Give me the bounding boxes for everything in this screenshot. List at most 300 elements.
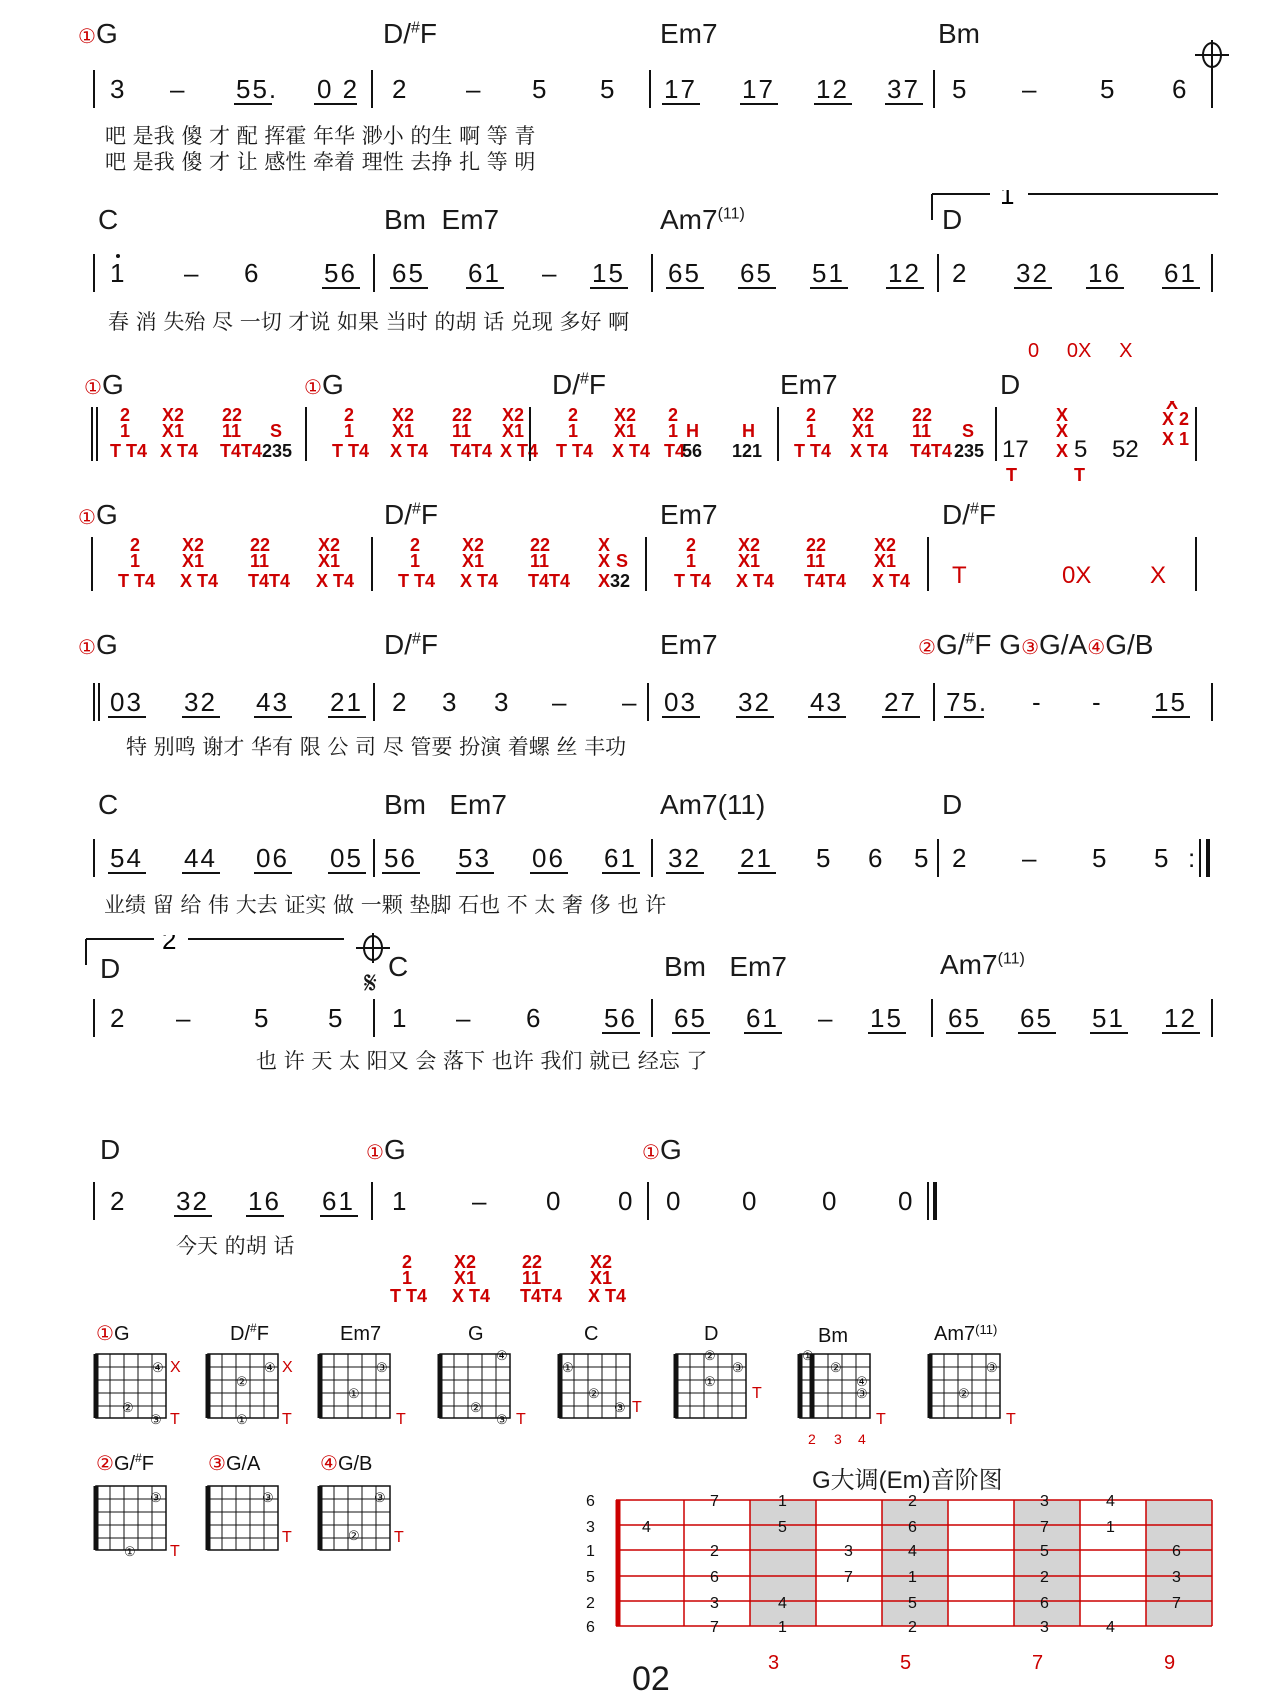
svg-text:05: 05	[330, 843, 363, 873]
svg-text:03: 03	[664, 687, 697, 717]
svg-text:③: ③	[614, 1400, 626, 1415]
page-number: 02	[632, 1660, 670, 1698]
svg-text:1: 1	[344, 421, 355, 441]
svg-text:5: 5	[952, 74, 969, 104]
svg-text:X T4: X T4	[588, 1286, 627, 1304]
svg-text:6: 6	[526, 1003, 543, 1033]
svg-text:6: 6	[868, 843, 885, 873]
chord: C	[388, 951, 409, 982]
svg-text:2: 2	[392, 687, 409, 717]
svg-text:0: 0	[666, 1186, 683, 1216]
svg-text:3: 3	[844, 1543, 853, 1560]
svg-text:X2: X2	[318, 535, 341, 555]
svg-text:5: 5	[908, 1595, 917, 1612]
lyric-line: 也 许 天 太 阳又 会 落下 也许 我们 就已 经忘 了	[256, 1049, 708, 1073]
svg-text:06: 06	[532, 843, 565, 873]
svg-text:0: 0	[742, 1186, 759, 1216]
svg-text:T: T	[1074, 465, 1085, 485]
svg-text:T: T	[632, 1399, 642, 1416]
svg-text:6: 6	[586, 1493, 595, 1510]
svg-text:1: 1	[778, 1619, 787, 1636]
svg-text:X: X	[598, 571, 611, 591]
svg-text:5: 5	[328, 1003, 345, 1033]
chord: D/#F	[384, 629, 439, 660]
svg-text:21: 21	[740, 843, 773, 873]
lyric-line: 春 消 失殆 尽 一切 才说 如果 当时 的胡 话 兑现 多好 啊	[108, 310, 630, 334]
svg-text:X: X	[1150, 562, 1167, 589]
svg-text:2: 2	[110, 1003, 127, 1033]
svg-text:–: –	[456, 1003, 473, 1033]
chord: D	[942, 789, 963, 820]
svg-text:T: T	[282, 1411, 292, 1428]
svg-text:T4T4: T4T4	[804, 571, 847, 591]
svg-text:7: 7	[844, 1569, 853, 1586]
svg-text:X1: X1	[162, 421, 185, 441]
svg-text:X 2: X 2	[1162, 409, 1190, 429]
svg-text:X2: X2	[874, 535, 897, 555]
fret-label: 3	[768, 1652, 780, 1674]
svg-text:–: –	[170, 74, 187, 104]
svg-text:H: H	[686, 421, 699, 441]
chord: Bm Em7	[384, 789, 507, 820]
svg-text:③: ③	[262, 1490, 274, 1505]
svg-text:X1: X1	[318, 551, 341, 571]
chord: Em7	[660, 18, 718, 49]
svg-text:4: 4	[1106, 1493, 1115, 1510]
tab-staff	[370, 1254, 670, 1304]
svg-text:X T4: X T4	[850, 441, 889, 461]
svg-text:4: 4	[778, 1595, 787, 1612]
fret-label: 5	[900, 1652, 912, 1674]
notation-line	[92, 681, 1242, 738]
svg-text:③: ③	[496, 1412, 508, 1427]
chord: ①G	[78, 629, 118, 660]
svg-text:12: 12	[888, 258, 921, 288]
system-6	[0, 785, 1280, 915]
svg-text:15: 15	[1154, 687, 1187, 717]
svg-text:③: ③	[374, 1490, 386, 1505]
scale-title: G大调(Em)音阶图	[812, 1467, 1003, 1494]
svg-text:1: 1	[1106, 1519, 1115, 1536]
svg-text:4: 4	[858, 1431, 866, 1447]
svg-text:43: 43	[810, 687, 843, 717]
svg-text:④: ④	[856, 1374, 868, 1389]
svg-text:2: 2	[402, 1254, 413, 1272]
svg-text:7: 7	[1040, 1519, 1049, 1536]
svg-text:1: 1	[392, 1003, 409, 1033]
svg-text:③: ③	[150, 1412, 162, 1427]
svg-text:T: T	[1006, 1411, 1016, 1428]
svg-text:11: 11	[250, 551, 270, 571]
svg-text:1: 1	[586, 1543, 595, 1560]
svg-text:X1: X1	[852, 421, 875, 441]
svg-text:11: 11	[806, 551, 826, 571]
svg-text:T T4: T T4	[794, 441, 832, 461]
svg-text:Bm: Bm	[818, 1325, 848, 1347]
chord: Bm Em7	[384, 204, 500, 235]
svg-text:X T4: X T4	[500, 441, 539, 461]
svg-text:③: ③	[856, 1386, 868, 1401]
scale-diagram	[580, 1492, 1220, 1642]
svg-text:Em7: Em7	[340, 1323, 382, 1345]
svg-text:X: X	[282, 1359, 293, 1376]
svg-text:1: 1	[686, 551, 697, 571]
svg-text:0: 0	[822, 1186, 839, 1216]
svg-text:T: T	[752, 1385, 762, 1402]
svg-text:3: 3	[494, 687, 511, 717]
fret-label: 7	[1032, 1652, 1044, 1674]
svg-text:X2: X2	[462, 535, 485, 555]
svg-text:32: 32	[176, 1186, 209, 1216]
svg-text:①: ①	[802, 1348, 814, 1363]
svg-text:T T4: T T4	[110, 441, 148, 461]
svg-text:–: –	[818, 1003, 835, 1033]
svg-text:22: 22	[530, 535, 551, 555]
chord: ①G	[78, 18, 118, 49]
svg-text:X 1: X 1	[1162, 429, 1190, 449]
svg-text:3: 3	[1172, 1569, 1181, 1586]
svg-text:H: H	[742, 421, 755, 441]
svg-text:–: –	[1022, 74, 1039, 104]
segno-icon: 𝄋	[364, 967, 377, 1000]
svg-text:16: 16	[1088, 258, 1121, 288]
svg-text:X T4: X T4	[736, 571, 775, 591]
svg-text:3: 3	[834, 1431, 842, 1447]
svg-text:3: 3	[442, 687, 459, 717]
lyric-line: 业绩 留 给 伟 大去 证实 做 一颗 垫脚 石也 不 太 奢 侈 也 许	[104, 893, 667, 917]
svg-text:61: 61	[468, 258, 501, 288]
svg-text:X T4: X T4	[316, 571, 355, 591]
svg-text:0: 0	[898, 1186, 915, 1216]
svg-text:0 2: 0 2	[317, 74, 360, 104]
chord: D	[100, 1134, 121, 1165]
svg-text:5: 5	[586, 1569, 595, 1586]
svg-text:235: 235	[262, 441, 293, 461]
svg-text:③: ③	[150, 1490, 162, 1505]
svg-text:X1: X1	[874, 551, 897, 571]
chord: D	[942, 204, 963, 235]
svg-text:–: –	[176, 1003, 193, 1033]
svg-text:X1: X1	[462, 551, 485, 571]
svg-text:2: 2	[586, 1595, 595, 1612]
svg-text::: :	[1188, 843, 1198, 873]
svg-text:2: 2	[1040, 1569, 1049, 1586]
svg-text:2: 2	[130, 535, 141, 555]
svg-text:5: 5	[1074, 436, 1088, 463]
svg-text:④: ④	[264, 1360, 276, 1375]
svg-text:X2: X2	[614, 405, 637, 425]
svg-text:0X: 0X	[1062, 562, 1092, 589]
svg-text:6: 6	[586, 1619, 595, 1636]
svg-text:X2: X2	[852, 405, 875, 425]
chord: D/#F	[384, 499, 439, 530]
svg-text:4: 4	[908, 1543, 917, 1560]
svg-text:2: 2	[568, 405, 579, 425]
svg-text:5: 5	[778, 1519, 787, 1536]
svg-text:T4T4: T4T4	[450, 441, 493, 461]
svg-text:②G/#F: ②G/#F	[96, 1451, 154, 1475]
svg-text:17: 17	[664, 74, 697, 104]
chord: C	[98, 789, 119, 820]
svg-text:X T4: X T4	[452, 1286, 491, 1304]
svg-text:1: 1	[402, 1268, 413, 1288]
system-3	[0, 365, 1280, 490]
svg-text:①G: ①G	[96, 1323, 130, 1345]
svg-text:32: 32	[184, 687, 217, 717]
svg-text:5: 5	[914, 843, 931, 873]
svg-text:③: ③	[376, 1360, 388, 1375]
chord: D	[100, 953, 121, 984]
volta-bracket-1	[930, 190, 1220, 220]
svg-text:X T4: X T4	[460, 571, 499, 591]
svg-text:X2: X2	[162, 405, 185, 425]
svg-text:T4: T4	[664, 441, 686, 461]
svg-text:37: 37	[887, 74, 920, 104]
chord: ①G	[304, 369, 344, 400]
svg-text:2: 2	[344, 405, 355, 425]
svg-text:2: 2	[808, 1431, 816, 1447]
svg-text:T4T4: T4T4	[248, 571, 291, 591]
svg-text:11: 11	[222, 421, 242, 441]
svg-text:X1: X1	[454, 1268, 477, 1288]
svg-text:1: 1	[908, 1569, 917, 1586]
svg-text:0: 0	[618, 1186, 635, 1216]
svg-text:③: ③	[732, 1360, 744, 1375]
svg-text:06: 06	[256, 843, 289, 873]
svg-text:2: 2	[806, 405, 817, 425]
svg-text:T4T4: T4T4	[220, 441, 263, 461]
svg-text:S: S	[616, 551, 629, 571]
notation-line	[92, 837, 1242, 894]
svg-text:56: 56	[324, 258, 357, 288]
svg-text:2: 2	[952, 258, 969, 288]
svg-text:X1: X1	[590, 1268, 613, 1288]
notation-line	[92, 1180, 1242, 1237]
chord: ①G	[84, 369, 124, 400]
chord: ①G	[78, 499, 118, 530]
svg-text:6: 6	[908, 1519, 917, 1536]
svg-text:2: 2	[410, 535, 421, 555]
svg-text:21: 21	[330, 687, 363, 717]
svg-text:–: –	[552, 687, 569, 717]
svg-text:15: 15	[592, 258, 625, 288]
svg-text:3: 3	[1040, 1493, 1049, 1510]
svg-text:X2: X2	[454, 1254, 477, 1272]
svg-text:5: 5	[254, 1003, 271, 1033]
svg-text:–: –	[184, 258, 201, 288]
svg-text:X: X	[598, 551, 611, 571]
lyric-line: 吧 是我 傻 才 让 感性 牵着 理性 去挣 扎 等 明	[105, 150, 536, 174]
svg-text:03: 03	[110, 687, 143, 717]
svg-text:②: ②	[236, 1374, 248, 1389]
svg-text:7: 7	[1172, 1595, 1181, 1612]
svg-text:2: 2	[908, 1619, 917, 1636]
chord: D/#F	[383, 18, 438, 49]
svg-text:55.: 55.	[236, 74, 279, 104]
svg-text:5: 5	[816, 843, 833, 873]
svg-text:5: 5	[1154, 843, 1171, 873]
svg-text:X2: X2	[392, 405, 415, 425]
svg-text:③G/A: ③G/A	[208, 1453, 261, 1475]
svg-text:②: ②	[704, 1348, 716, 1363]
svg-text:61: 61	[746, 1003, 779, 1033]
svg-text:2: 2	[162, 935, 177, 955]
svg-text:22: 22	[222, 405, 243, 425]
chord: ①G	[366, 1134, 406, 1165]
svg-text:T: T	[282, 1529, 292, 1546]
svg-text:17: 17	[742, 74, 775, 104]
svg-text:②: ②	[958, 1386, 970, 1401]
svg-text:6: 6	[1172, 74, 1189, 104]
svg-text:X1: X1	[502, 421, 525, 441]
svg-text:44: 44	[184, 843, 217, 873]
tab-hint: 0 0X X	[1028, 340, 1133, 362]
svg-text:2: 2	[686, 535, 697, 555]
svg-text:1: 1	[120, 421, 131, 441]
svg-text:④: ④	[152, 1360, 164, 1375]
svg-text:–: –	[622, 687, 639, 717]
system-7	[0, 935, 1280, 1085]
svg-text:T: T	[170, 1543, 180, 1560]
svg-text:32: 32	[738, 687, 771, 717]
svg-text:-: -	[1092, 687, 1103, 717]
svg-text:X1: X1	[182, 551, 205, 571]
svg-text:X2: X2	[590, 1254, 613, 1272]
chord: D	[1000, 369, 1021, 400]
chord: Em7	[660, 629, 718, 660]
chord: Am7(11)	[660, 789, 766, 820]
svg-text:X T4: X T4	[160, 441, 199, 461]
svg-text:T4T4: T4T4	[528, 571, 571, 591]
svg-text:②: ②	[470, 1400, 482, 1415]
system-1	[0, 10, 1280, 174]
svg-text:1: 1	[568, 421, 579, 441]
svg-text:X: X	[1056, 441, 1069, 461]
svg-text:51: 51	[812, 258, 845, 288]
svg-text:1: 1	[806, 421, 817, 441]
svg-text:X: X	[170, 1359, 181, 1376]
svg-text:D: D	[704, 1323, 719, 1345]
svg-text:27: 27	[884, 687, 917, 717]
svg-text:1: 1	[410, 551, 421, 571]
svg-text:1: 1	[392, 1186, 409, 1216]
svg-text:①: ①	[704, 1374, 716, 1389]
svg-text:11: 11	[452, 421, 472, 441]
svg-text:12: 12	[816, 74, 849, 104]
svg-text:15: 15	[870, 1003, 903, 1033]
svg-text:65: 65	[392, 258, 425, 288]
svg-text:T: T	[516, 1411, 526, 1428]
svg-text:③: ③	[986, 1360, 998, 1375]
svg-text:3: 3	[710, 1595, 719, 1612]
svg-text:52: 52	[1112, 436, 1139, 463]
svg-text:65: 65	[948, 1003, 981, 1033]
svg-text:S: S	[962, 421, 975, 441]
svg-text:61: 61	[322, 1186, 355, 1216]
chord: C	[98, 204, 119, 235]
svg-text:T: T	[396, 1411, 406, 1428]
svg-text:65: 65	[674, 1003, 707, 1033]
svg-text:17: 17	[1002, 436, 1029, 463]
svg-text:32: 32	[1016, 258, 1049, 288]
svg-text:54: 54	[110, 843, 143, 873]
svg-text:D/#F: D/#F	[230, 1321, 269, 1345]
coda-icon	[1195, 40, 1229, 70]
svg-text:1: 1	[130, 551, 141, 571]
svg-text:2: 2	[392, 74, 409, 104]
svg-text:T T4: T T4	[390, 1286, 428, 1304]
svg-text:51: 51	[1092, 1003, 1125, 1033]
svg-text:5: 5	[532, 74, 549, 104]
system-2	[0, 190, 1280, 360]
svg-text:56: 56	[384, 843, 417, 873]
svg-text:1: 1	[668, 421, 679, 441]
svg-text:①: ①	[348, 1386, 360, 1401]
svg-text:2: 2	[120, 405, 131, 425]
svg-text:11: 11	[530, 551, 550, 571]
svg-text:121: 121	[732, 441, 763, 461]
svg-text:5: 5	[600, 74, 617, 104]
svg-text:2: 2	[908, 1493, 917, 1510]
system-5	[0, 625, 1280, 759]
svg-text:61: 61	[1164, 258, 1197, 288]
svg-text:–: –	[472, 1186, 489, 1216]
svg-text:3: 3	[586, 1519, 595, 1536]
svg-text:X2: X2	[182, 535, 205, 555]
svg-text:④G/B: ④G/B	[320, 1453, 373, 1475]
svg-text:X1: X1	[738, 551, 761, 571]
svg-text:2: 2	[110, 1186, 127, 1216]
svg-text:②: ②	[348, 1528, 360, 1543]
lyric-line: 今天 的胡 话	[176, 1234, 295, 1258]
svg-text:①: ①	[562, 1360, 574, 1375]
svg-text:–: –	[542, 258, 559, 288]
svg-text:2: 2	[710, 1543, 719, 1560]
svg-text:3: 3	[110, 74, 127, 104]
svg-text:–: –	[466, 74, 483, 104]
chord: Am7$^{(11)}$	[940, 949, 1025, 980]
notation-line	[92, 252, 1242, 309]
chord: Bm	[938, 18, 980, 49]
svg-text:①: ①	[124, 1544, 136, 1559]
svg-text:22: 22	[452, 405, 473, 425]
svg-text:X: X	[1056, 421, 1069, 441]
svg-text:65: 65	[740, 258, 773, 288]
svg-text:②: ②	[122, 1400, 134, 1415]
svg-text:X T4: X T4	[612, 441, 651, 461]
svg-text:–: –	[1022, 843, 1039, 873]
system-4	[0, 495, 1280, 605]
svg-text:②: ②	[830, 1360, 842, 1375]
svg-text:6: 6	[1040, 1595, 1049, 1612]
svg-text:Am7(11): Am7$^{(11)}$	[934, 1322, 998, 1345]
svg-text:61: 61	[604, 843, 637, 873]
svg-text:X: X	[598, 535, 611, 555]
svg-text:S: S	[270, 421, 283, 441]
svg-text:T: T	[876, 1411, 886, 1428]
svg-text:1: 1	[778, 1493, 787, 1510]
svg-text:6: 6	[244, 258, 261, 288]
svg-text:C: C	[584, 1323, 599, 1345]
svg-text:75.: 75.	[946, 687, 989, 717]
svg-text:T: T	[1006, 465, 1017, 485]
svg-text:T: T	[170, 1411, 180, 1428]
svg-text:T T4: T T4	[556, 441, 594, 461]
svg-text:22: 22	[522, 1254, 543, 1272]
chord: D/#F	[552, 369, 607, 400]
svg-text:X T4: X T4	[872, 571, 911, 591]
svg-text:X: X	[1166, 401, 1179, 413]
